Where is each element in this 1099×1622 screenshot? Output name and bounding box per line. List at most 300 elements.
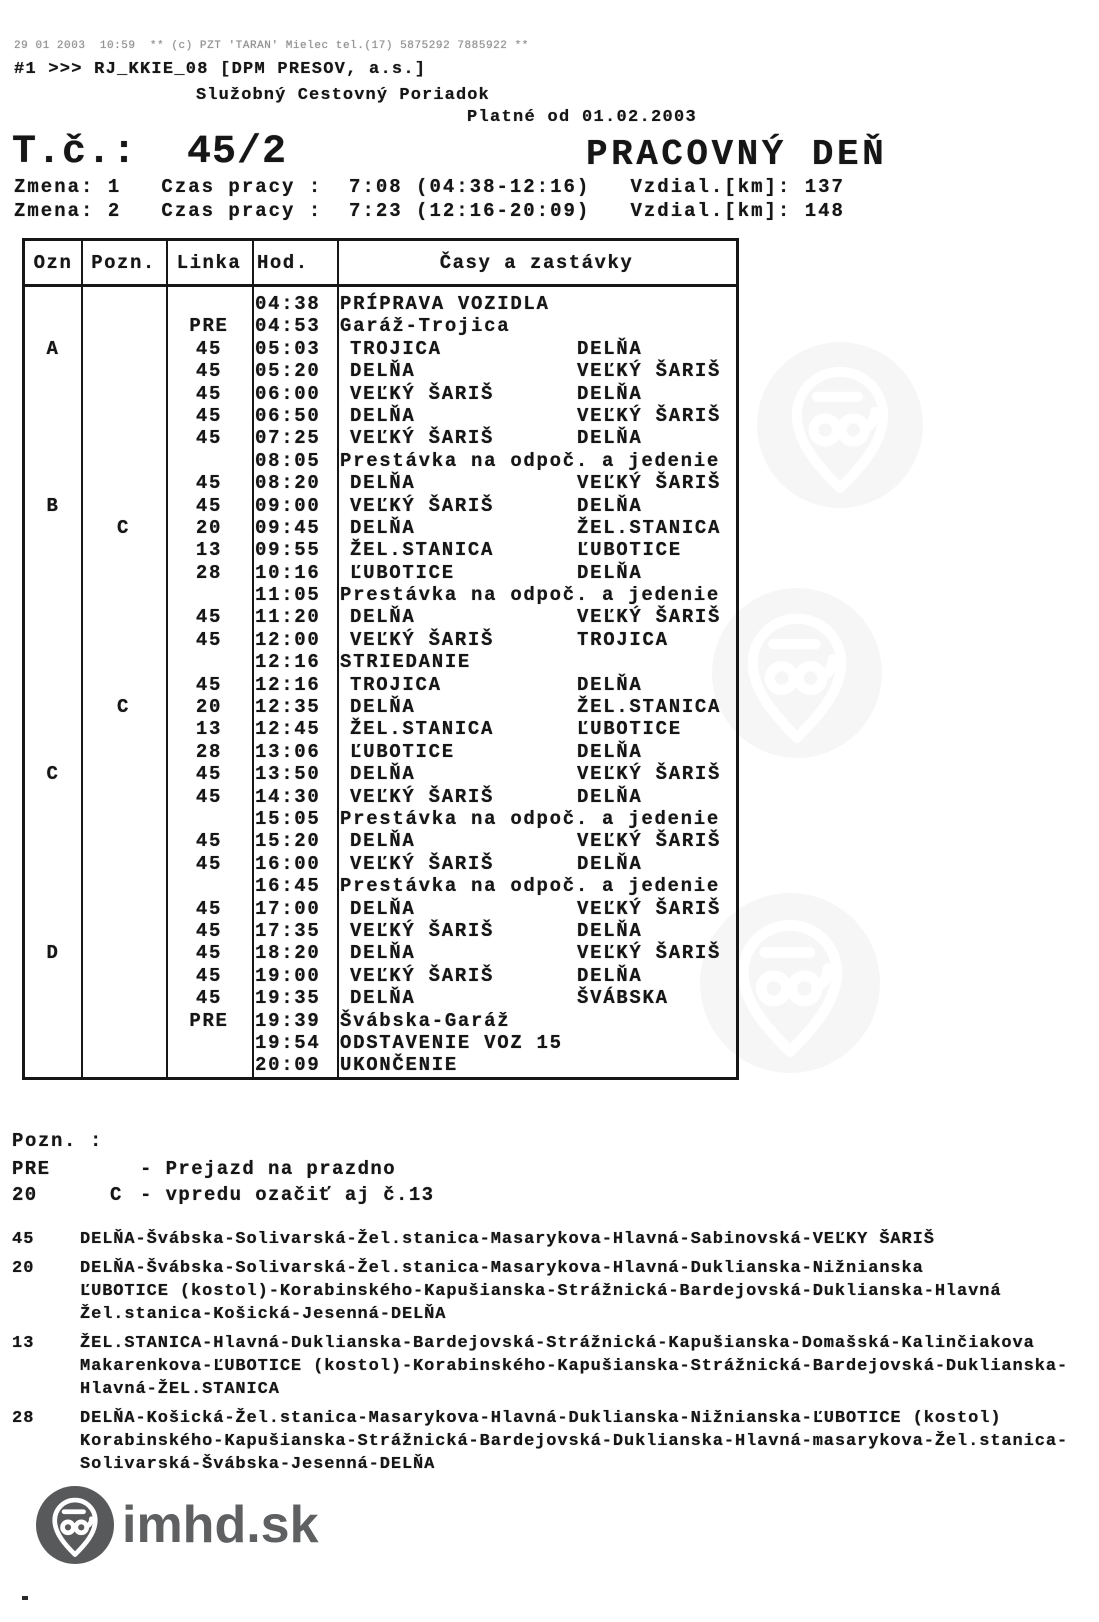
pozn-cell [81,830,166,852]
route-stops-line: DELŇA-Švábska-Solivarská-Žel.stanica-Masarykova-Hlavná-Sabinovská-VEĽKY ŠARIŠ [80,1230,935,1249]
from-stop: DELŇA [350,897,416,920]
table-row [25,965,736,987]
note-text: - vpredu ozačiť aj č.13 [140,1184,435,1206]
event-label: UKONČENIE [340,1054,458,1077]
shift-line-1: Zmena: 1 Czas pracy : 7:08 (04:38-12:16) Vzdial.[km]: 137 [14,176,845,198]
stops-cell [337,965,736,987]
time-cell: 08:05 [255,449,321,472]
table-row [25,606,736,628]
table-row [25,360,736,382]
to-stop: DELŇA [577,382,643,405]
time-cell: 07:25 [255,427,321,450]
line-number-cell: PRE [189,315,229,338]
table-row [25,696,736,718]
ozn-cell [25,786,81,808]
stops-cell [337,1032,736,1054]
pozn-cell [81,718,166,740]
line-number-cell [166,1032,252,1054]
stops-cell [337,450,736,472]
time-cell: 15:05 [255,807,321,830]
from-stop: ĽUBOTICE [350,561,455,584]
stops-cell [337,517,736,539]
pozn-cell [81,606,166,628]
time-cell: 14:30 [255,785,321,808]
to-stop: ŠVÁBSKA [577,987,669,1010]
from-stop: DELŇA [350,696,416,719]
from-stop: ŽEL.STANICA [350,539,495,562]
to-stop: DELŇA [577,852,643,875]
time-cell: 19:00 [255,964,321,987]
time-cell: 20:09 [255,1054,321,1077]
line-number-cell: 45 [195,964,223,987]
ozn-cell [25,651,81,673]
line-number-cell: 45 [195,404,223,427]
to-stop: DELŇA [577,427,643,450]
table-row [25,427,736,449]
line-number-cell [166,875,252,897]
table-row [25,718,736,740]
table-row [25,763,736,785]
to-stop: DELŇA [577,785,643,808]
pozn-cell [81,427,166,449]
time-cell: 12:35 [255,696,321,719]
route-stops-line: Korabinského-Kapušianska-Strážnická-Bardejovská-Duklianska-Hlavná-masarykova-Žel.stanica- [80,1432,1069,1451]
time-cell: 09:00 [255,494,321,517]
to-stop: DELŇA [577,673,643,696]
ozn-cell: C [46,763,60,786]
stops-cell [337,987,736,1009]
stops-cell [337,562,736,584]
pozn-cell [81,853,166,875]
pozn-cell [81,584,166,606]
note-mark: C [110,1184,123,1206]
route-stops-line: Makarenkova-ĽUBOTICE (kostol)-Korabinského-Kapušianska-Strážnická-Bardejovská-Duklianska- [80,1357,1069,1376]
to-stop: ŽEL.STANICA [577,696,722,719]
route-description [12,1407,1099,1476]
stops-cell [337,338,736,360]
stops-cell [337,786,736,808]
time-cell: 11:05 [255,584,321,607]
stops-cell [337,495,736,517]
to-stop: ĽUBOTICE [577,718,682,741]
time-cell: 13:06 [255,740,321,763]
from-stop: VEĽKÝ ŠARIŠ [350,964,495,987]
ozn-cell: B [46,494,60,517]
from-stop: DELŇA [350,360,416,383]
from-stop: ŽEL.STANICA [350,718,495,741]
schedule-table-header [25,241,736,287]
table-row [25,786,736,808]
stops-cell [337,696,736,718]
ozn-cell: D [46,942,60,965]
ozn-cell [25,898,81,920]
ozn-cell [25,987,81,1009]
ozn-cell [25,1032,81,1054]
route-number: 20 [12,1259,35,1278]
pozn-cell [81,495,166,517]
ozn-cell [25,965,81,987]
line-number-cell [166,293,252,315]
from-stop: VEĽKÝ ŠARIŠ [350,785,495,808]
to-stop: VEĽKÝ ŠARIŠ [577,897,722,920]
ozn-cell [25,360,81,382]
line-number-cell: 45 [195,897,223,920]
ozn-cell [25,606,81,628]
line-number-cell: PRE [189,1009,229,1032]
scan-artifact [22,1596,28,1600]
table-row [25,293,736,315]
stops-cell [337,1054,736,1076]
from-stop: DELŇA [350,472,416,495]
pozn-cell [81,405,166,427]
stops-cell [337,293,736,315]
stops-cell [337,584,736,606]
document-subtitle: Služobný Cestovný Poriadok [196,86,490,105]
stops-cell [337,606,736,628]
pozn-cell [81,293,166,315]
course-number-title: T.č.: 45/2 [12,130,288,175]
schedule-table-body [25,287,736,1077]
route-number: 13 [12,1334,35,1353]
from-stop: VEĽKÝ ŠARIŠ [350,382,495,405]
notes-title: Pozn. : [12,1130,104,1152]
table-row [25,517,736,539]
from-stop: DELŇA [350,404,416,427]
event-label: PRÍPRAVA VOZIDLA [340,293,550,315]
ozn-cell [25,674,81,696]
event-label: ODSTAVENIE VOZ 15 [340,1031,563,1054]
pozn-cell [81,562,166,584]
line-number-cell: 28 [195,740,223,763]
line-number-cell: 45 [195,763,223,786]
schedule-table [22,238,739,1080]
time-cell: 04:53 [255,315,321,338]
ozn-cell [25,539,81,561]
line-number-cell: 20 [195,516,223,539]
ozn-cell [25,741,81,763]
stops-cell [337,898,736,920]
event-label: Garáž-Trojica [340,315,511,338]
pozn-cell [81,539,166,561]
to-stop: DELŇA [577,561,643,584]
line-number-cell: 45 [195,472,223,495]
ozn-cell [25,1054,81,1076]
table-row [25,539,736,561]
table-row [25,898,736,920]
route-stops [80,1228,1099,1251]
valid-from-date: Platné od 01.02.2003 [467,108,698,127]
table-row [25,450,736,472]
table-row [25,495,736,517]
time-cell: 12:16 [255,651,321,674]
note-row [12,1184,434,1206]
ozn-cell [25,472,81,494]
table-row [25,584,736,606]
to-stop: VEĽKÝ ŠARIŠ [577,763,722,786]
table-row [25,1032,736,1054]
routes-list [12,1228,1099,1482]
pozn-cell [81,875,166,897]
line-number-cell: 45 [195,830,223,853]
ozn-cell [25,293,81,315]
time-cell: 15:20 [255,830,321,853]
line-number-cell: 45 [195,628,223,651]
time-cell: 10:16 [255,561,321,584]
from-stop: DELŇA [350,606,416,629]
line-number-cell: 45 [195,337,223,360]
route-stops [80,1407,1099,1476]
line-number-cell [166,450,252,472]
to-stop: VEĽKÝ ŠARIŠ [577,404,722,427]
table-row [25,383,736,405]
time-cell: 17:00 [255,897,321,920]
line-number-cell: 13 [195,539,223,562]
pozn-cell: C [116,696,131,719]
pozn-cell [81,450,166,472]
line-number-cell: 45 [195,673,223,696]
time-cell: 12:00 [255,628,321,651]
stops-cell [337,920,736,942]
line-number-cell: 20 [195,696,223,719]
to-stop: DELŇA [577,740,643,763]
header-pozn: Pozn. [91,251,156,274]
pozn-cell [81,786,166,808]
column-divider [252,241,254,1077]
from-stop: VEĽKÝ ŠARIŠ [350,852,495,875]
line-number-cell: 45 [195,785,223,808]
pozn-cell [81,360,166,382]
table-row [25,808,736,830]
ozn-cell [25,920,81,942]
ozn-cell: A [46,337,60,360]
from-stop: DELŇA [350,987,416,1010]
line-number-cell [166,1054,252,1076]
ozn-cell [25,875,81,897]
pozn-cell [81,338,166,360]
line-number-cell: 45 [195,987,223,1010]
pozn-cell [81,315,166,337]
line-number-cell: 45 [195,919,223,942]
ozn-cell [25,830,81,852]
line-number-cell: 45 [195,852,223,875]
note-code: PRE [12,1158,51,1180]
line-number-cell: 45 [195,494,223,517]
from-stop: DELŇA [350,516,416,539]
time-cell: 17:35 [255,919,321,942]
stops-cell [337,741,736,763]
to-stop: ĽUBOTICE [577,539,682,562]
stops-cell [337,427,736,449]
stops-cell [337,383,736,405]
stops-cell [337,718,736,740]
to-stop: VEĽKÝ ŠARIŠ [577,360,722,383]
pozn-cell [81,1032,166,1054]
time-cell: 12:45 [255,718,321,741]
stops-cell [337,539,736,561]
table-row [25,674,736,696]
to-stop: DELŇA [577,919,643,942]
table-row [25,741,736,763]
header-casy: Časy a zastávky [439,251,634,274]
to-stop: DELŇA [577,494,643,517]
line-number-cell [166,584,252,606]
ozn-cell [25,517,81,539]
table-row [25,338,736,360]
table-row [25,942,736,964]
event-label: Prestávka na odpoč. a jedenie [340,449,720,472]
pozn-cell [81,1054,166,1076]
pozn-cell [81,674,166,696]
line-number-cell [166,651,252,673]
pozn-cell [81,1010,166,1032]
route-stops-line: DELŇA-Košická-Žel.stanica-Masarykova-Hlavná-Duklianska-Nižnianska-ĽUBOTICE (kostol) [80,1409,1002,1428]
pozn-cell [81,987,166,1009]
table-row [25,830,736,852]
event-label: Prestávka na odpoč. a jedenie [340,875,720,898]
to-stop: VEĽKÝ ŠARIŠ [577,472,722,495]
pozn-cell [81,383,166,405]
ozn-cell [25,450,81,472]
from-stop: VEĽKÝ ŠARIŠ [350,494,495,517]
from-stop: VEĽKÝ ŠARIŠ [350,628,495,651]
pozn-cell [81,763,166,785]
imhd-watermark-icon [757,342,923,508]
stops-cell [337,674,736,696]
pozn-cell [81,651,166,673]
imhd-logo [36,1486,319,1564]
from-stop: VEĽKÝ ŠARIŠ [350,919,495,942]
to-stop: DELŇA [577,337,643,360]
time-cell: 11:20 [255,606,321,629]
pozn-cell [81,898,166,920]
pozn-cell: C [116,516,131,539]
to-stop: VEĽKÝ ŠARIŠ [577,942,722,965]
time-cell: 12:16 [255,673,321,696]
time-cell: 16:45 [255,875,321,898]
time-cell: 09:55 [255,539,321,562]
note-code: 20 [12,1184,38,1206]
route-stops-line: ŽEL.STANICA-Hlavná-Duklianska-Bardejovská-Strážnická-Kapušianska-Domašská-Kalinčiakova [80,1334,1035,1353]
line-number-cell: 45 [195,382,223,405]
ozn-cell [25,427,81,449]
time-cell: 16:00 [255,852,321,875]
stops-cell [337,808,736,830]
to-stop: VEĽKÝ ŠARIŠ [577,830,722,853]
table-row [25,405,736,427]
pozn-cell [81,741,166,763]
table-row [25,853,736,875]
ozn-cell [25,584,81,606]
time-cell: 19:39 [255,1009,321,1032]
time-cell: 13:50 [255,763,321,786]
pozn-cell [81,808,166,830]
line-number-cell: 45 [195,942,223,965]
from-stop: TROJICA [350,337,442,360]
header-hod: Hod. [257,251,309,274]
column-divider [81,241,83,1077]
time-cell: 08:20 [255,472,321,495]
stops-cell [337,830,736,852]
ozn-cell [25,1010,81,1032]
shift-line-2: Zmena: 2 Czas pracy : 7:23 (12:16-20:09) Vzdial.[km]: 148 [14,200,845,222]
table-row [25,1010,736,1032]
note-text: - Prejazd na prazdno [140,1158,397,1180]
route-number: 45 [12,1230,35,1249]
route-number: 28 [12,1409,35,1428]
ozn-cell [25,629,81,651]
stops-cell [337,472,736,494]
ozn-cell [25,383,81,405]
from-stop: TROJICA [350,673,442,696]
table-row [25,875,736,897]
line-number-cell: 45 [195,360,223,383]
brand-text: imhd.sk [122,1496,319,1554]
time-cell: 19:54 [255,1031,321,1054]
table-row [25,651,736,673]
from-stop: ĽUBOTICE [350,740,455,763]
header-ozn: Ozn [33,251,73,274]
route-stops [80,1332,1099,1401]
event-label: STRIEDANIE [340,651,472,674]
route-stops-line: Solivarská-Švábska-Jesenná-DELŇA [80,1455,436,1474]
line-number-cell: 45 [195,606,223,629]
stops-cell [337,875,736,897]
route-stops [80,1257,1099,1326]
stops-cell [337,651,736,673]
from-stop: VEĽKÝ ŠARIŠ [350,427,495,450]
event-label: Prestávka na odpoč. a jedenie [340,584,720,607]
pozn-cell [81,629,166,651]
table-row [25,920,736,942]
ozn-cell [25,853,81,875]
note-row [12,1158,396,1180]
bus-pin-icon [36,1486,114,1564]
from-stop: DELŇA [350,763,416,786]
ozn-cell [25,808,81,830]
pozn-cell [81,942,166,964]
ozn-cell [25,405,81,427]
route-description [12,1332,1099,1401]
stops-cell [337,1010,736,1032]
route-stops-line: Žel.stanica-Košická-Jesenná-DELŇA [80,1305,447,1324]
stops-cell [337,405,736,427]
line-number-cell: 13 [195,718,223,741]
column-divider [166,241,168,1077]
table-row [25,562,736,584]
event-label: Švábska-Garáž [340,1009,511,1032]
from-stop: DELŇA [350,942,416,965]
to-stop: VEĽKÝ ŠARIŠ [577,606,722,629]
table-row [25,472,736,494]
stops-cell [337,853,736,875]
ozn-cell [25,718,81,740]
day-type-title: PRACOVNÝ DEŇ [586,134,888,175]
note-mark [110,1158,140,1180]
ozn-cell [25,562,81,584]
route-description [12,1257,1099,1326]
line-number-cell: 28 [195,561,223,584]
time-cell: 06:50 [255,404,321,427]
printer-header-line: 29 01 2003 10:59 ** (c) PZT 'TARAN' Mielec tel.(17) 5875292 7885922 ** [14,40,529,52]
table-row [25,987,736,1009]
time-cell: 09:45 [255,516,321,539]
time-cell: 05:03 [255,337,321,360]
from-stop: DELŇA [350,830,416,853]
stops-cell [337,315,736,337]
route-stops-line: ĽUBOTICE (kostol)-Korabinského-Kapušianska-Strážnická-Bardejovská-Duklianska-Hlavná [80,1282,1002,1301]
time-cell: 05:20 [255,360,321,383]
document-id: #1 >>> RJ_KKIE_08 [DPM PRESOV, a.s.] [14,60,427,79]
